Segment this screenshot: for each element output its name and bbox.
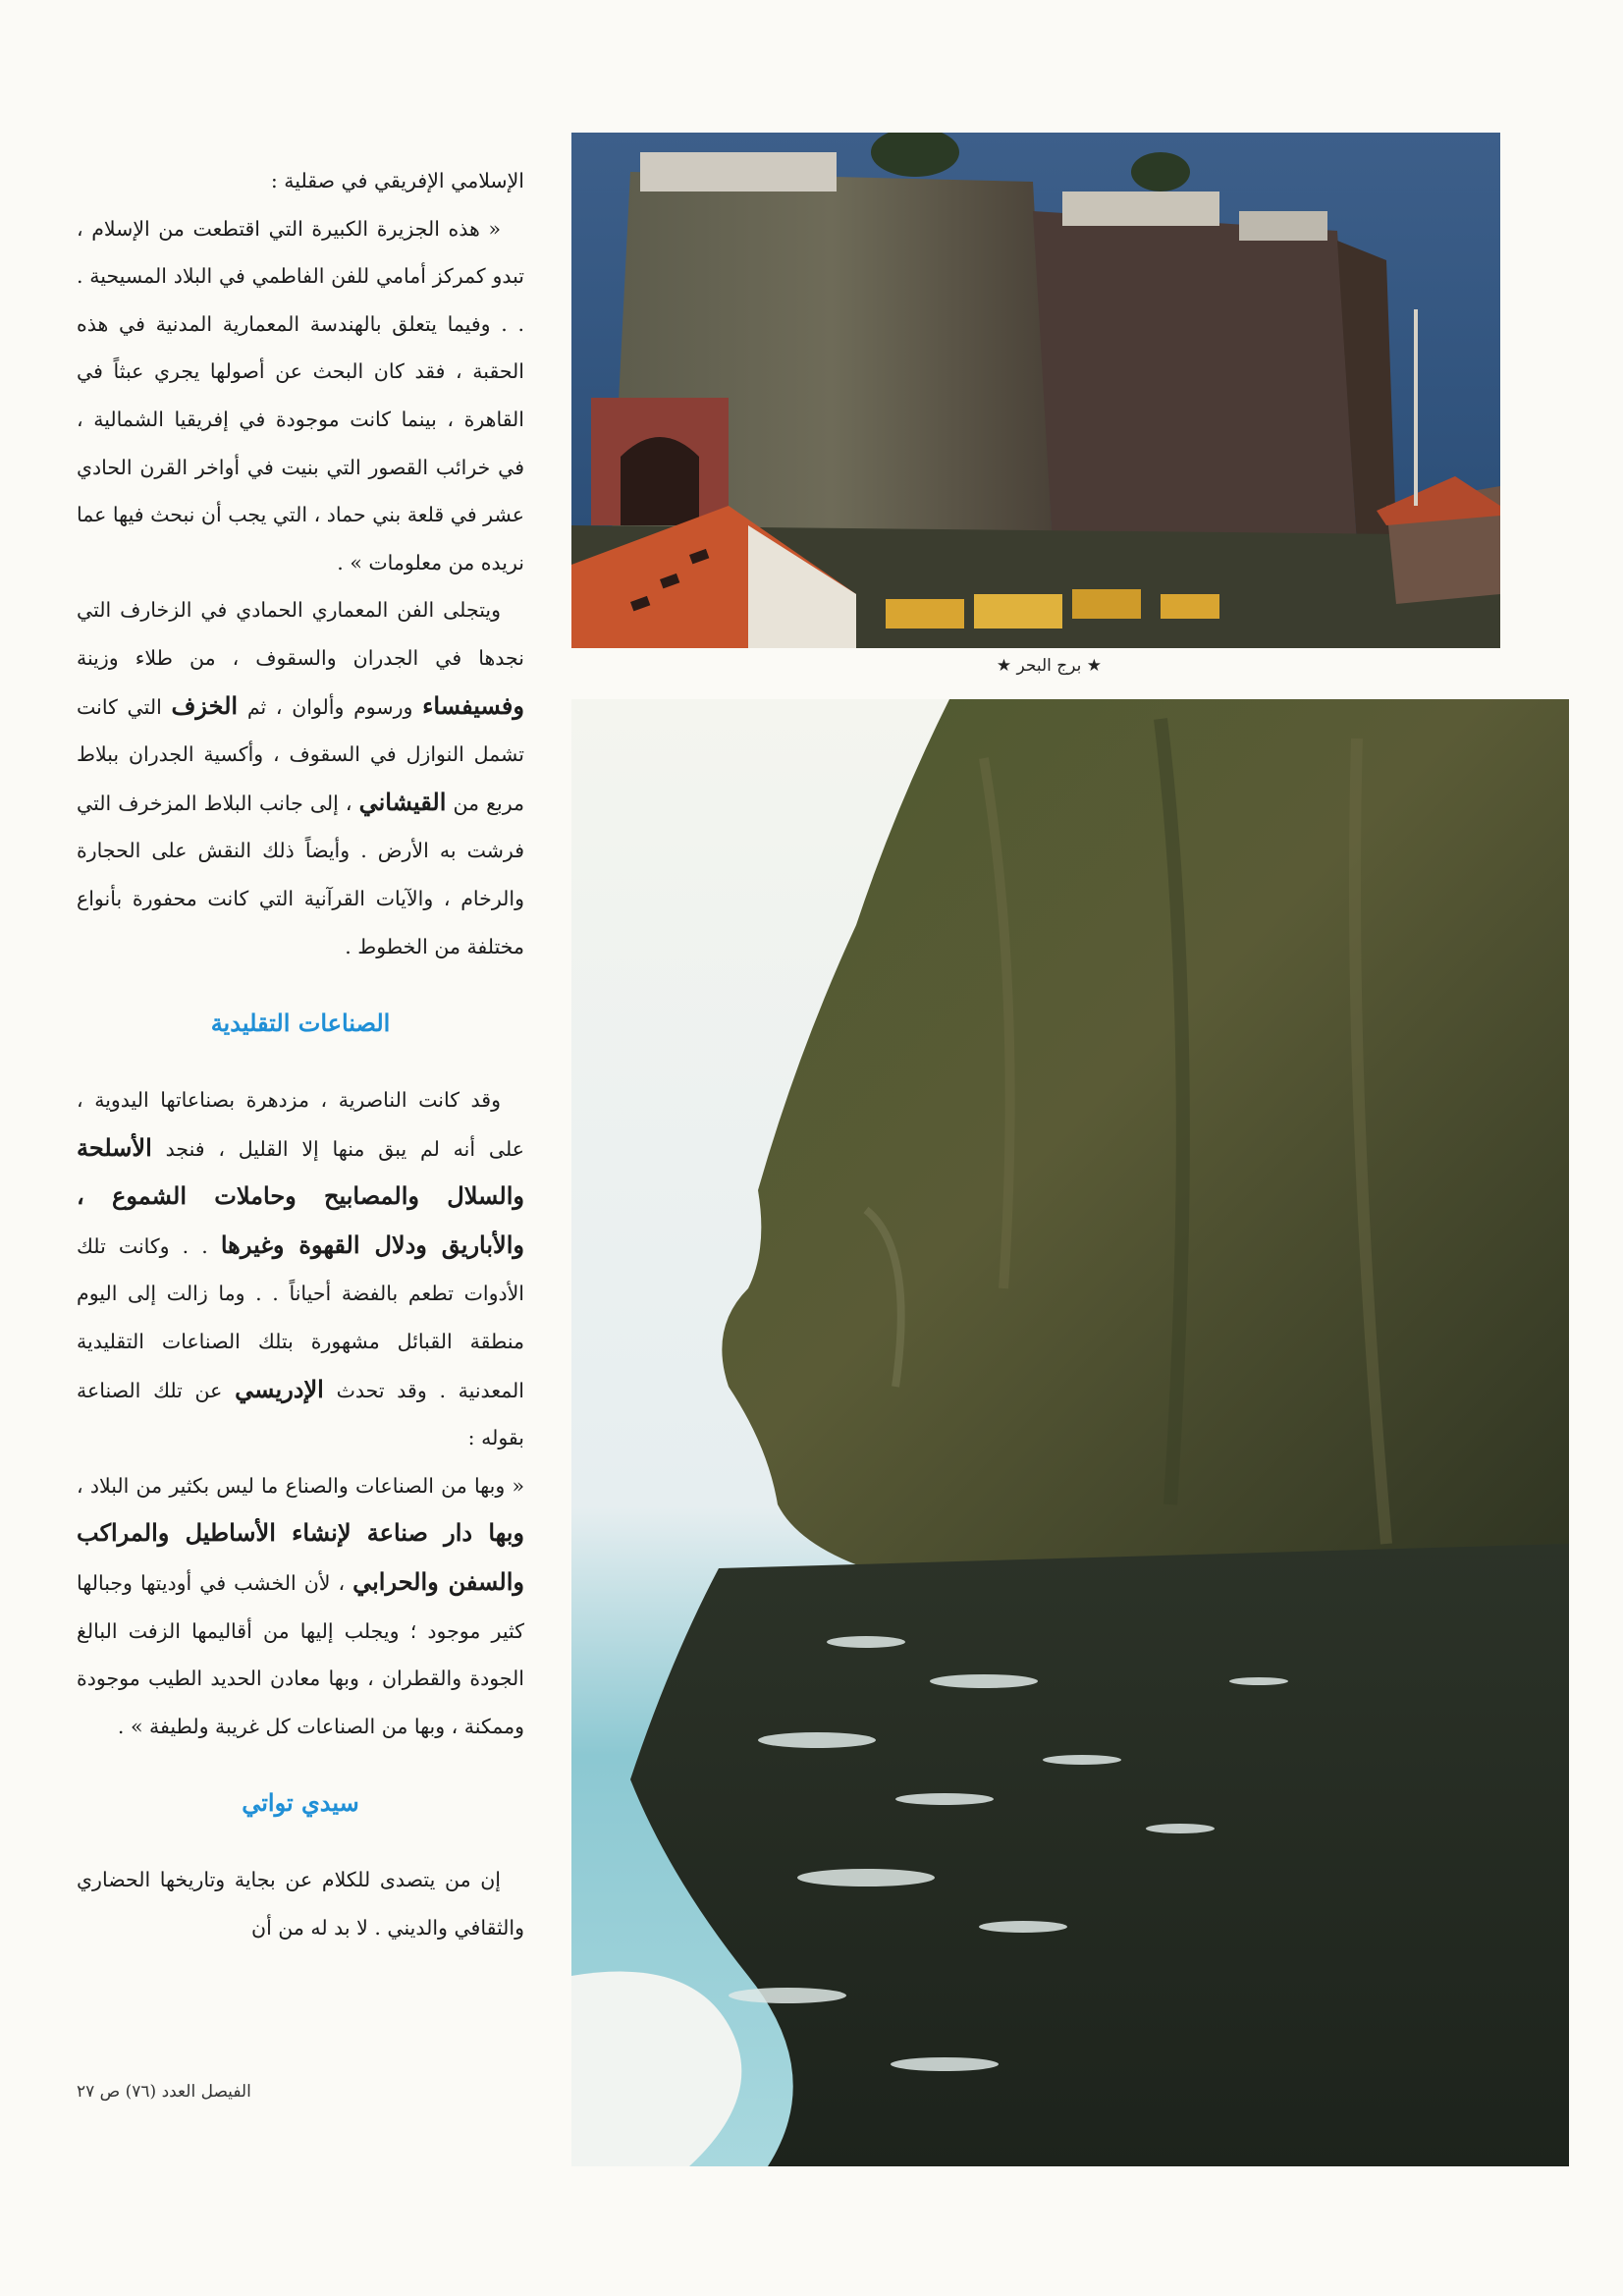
paragraph-idrisi-quote: « وبها من الصناعات والصناع ما ليس بكثير من البلاد ، وبها دار صناعة لإنشاء الأساطيل والمراكب والسفن والحرابي ، لأن الخشب في أوديتها وجبالها كثير موجود ؛ ويجلب إليها من أقاليمها الزفت البالغ الجودة والقطران ، وبها معادن الحديد الطيب موجودة وممكنة ، وبها من الصناعات كل غريبة ولطيفة » . [77, 1473, 524, 1738]
photo-sea-cliff [571, 699, 1569, 2166]
page-footer: الفيصل العدد (٧٦) ص ٢٧ [77, 2082, 251, 2102]
paragraph-sidi-touati: إن من يتصدى للكلام عن بجاية وتاريخها الحضاري والثقافي والديني . لا بد له من أن [77, 1868, 524, 1940]
article-column [77, 157, 524, 1952]
paragraph-hammadi-art: ويتجلى الفن المعماري الحمادي في الزخارف التي نجدها في الجدران والسقوف ، من طلاء وزينة وفسيفساء ورسوم وألوان ، ثم الخزف التي كانت تشمل النوازل في السقوف ، وأكسية الجدران ببلاط مربع من القيشاني ، إلى جانب البلاط المزخرف التي فرشت به الأرض . وأيضاً ذلك النقش على الحجارة والرخام ، والآيات القرآنية التي كانت محفورة بأنواع مختلفة من الخطوط . [77, 598, 524, 958]
paragraph-crafts: وقد كانت الناصرية ، مزدهرة بصناعاتها اليدوية ، على أنه لم يبق منها إلا القليل ، فنجد الأسلحة والسلال والمصابيح وحاملات الشموع ، والأباريق ودلال القهوة وغيرها . . وكانت تلك الأدوات تطعم بالفضة أحياناً . . وما زالت إلى اليوم منطقة القبائل مشهورة بتلك الصناعات التقليدية المعدنية . وقد تحدث الإدريسي عن تلك الصناعة بقوله : [77, 1088, 524, 1450]
fortress-illustration [571, 133, 1500, 648]
section-heading-traditional-crafts: الصناعات التقليدية [210, 1009, 391, 1038]
paragraph-quote-sicily: « هذه الجزيرة الكبيرة التي اقتطعت من الإسلام ، تبدو كمركز أمامي للفن الفاطمي في البلاد المسيحية . . . وفيما يتعلق بالهندسة المعمارية المدنية في هذه الحقبة ، فقد كان البحث عن أصولها يجري عبثاً في القاهرة ، بينما كانت موجودة في إفريقيا الشمالية ، في خرائب القصور التي بنيت في أواخر القرن الحادي عشر في قلعة بني حماد ، التي يجب أن نبحث فيها عما نريده من معلومات » . [77, 216, 524, 574]
photo-borj-el-bahr [571, 133, 1500, 648]
photo-caption: ★ برج البحر ★ [996, 656, 1102, 676]
paragraph-intro: الإسلامي الإفريقي في صقلية : [270, 169, 524, 192]
cliff-illustration [571, 699, 1569, 2166]
section-heading-sidi-touati: سيدي تواتي [242, 1788, 359, 1818]
